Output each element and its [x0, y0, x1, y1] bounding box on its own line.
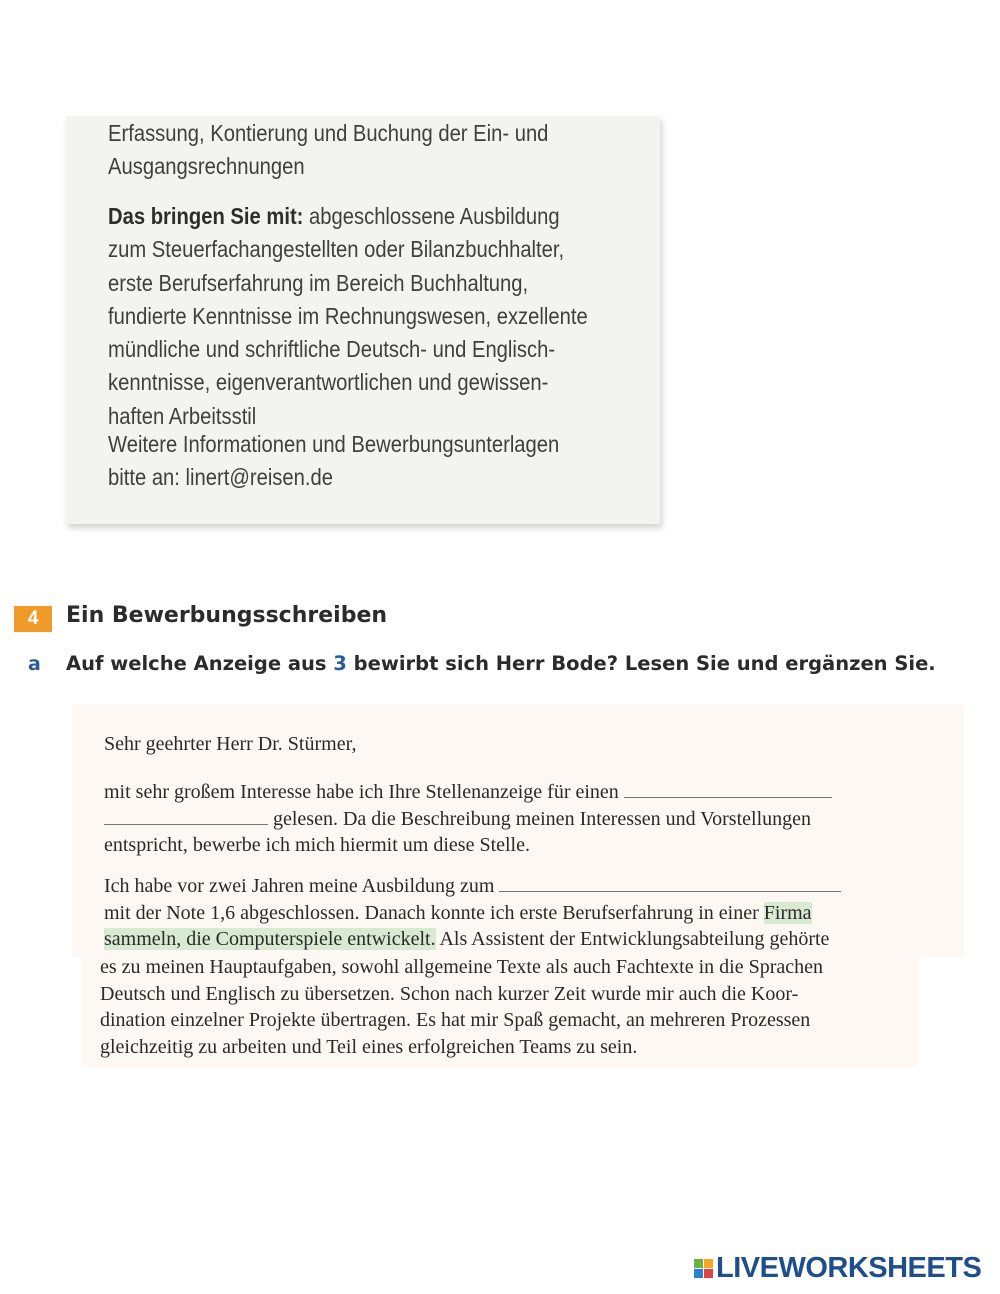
answer-blank-1[interactable]	[624, 781, 832, 798]
letter-paragraph-2: Ich habe vor zwei Jahren meine Ausbildung zum mit der Note 1,6 abgeschlossen. Danach konnte ich erste Berufserfahrung in einer Firma sammeln, die Computerspiele entwickelt. Als Assistent der Entwicklungsabteilung gehörte	[104, 873, 841, 953]
ad-line: zum Steuerfachangestellten oder Bilanzbuchhalter,	[108, 236, 565, 263]
exercise-reference: 3	[333, 652, 347, 675]
answer-blank-1-continued[interactable]	[104, 808, 268, 825]
letter-paragraph-1: mit sehr großem Interesse habe ich Ihre Stellenanzeige für einen gelesen. Da die Beschreibung meinen Interessen und Vorstellungen entspricht, bewerbe ich mich hiermit um diese Stelle.	[104, 779, 832, 859]
liveworksheets-logo-text: LIVEWORKSHEETS	[716, 1252, 982, 1284]
highlighted-text: Firma	[763, 901, 812, 924]
job-ad-requirements	[108, 200, 588, 433]
ad-line: kenntnisse, eigenverantwortlichen und gewissen-	[108, 369, 549, 396]
job-ad-contact	[108, 428, 572, 495]
ad-line: erste Berufserfahrung im Bereich Buchhaltung,	[108, 269, 529, 296]
letter-salutation: Sehr geehrter Herr Dr. Stürmer,	[104, 733, 357, 755]
ad-line: mündliche und schriftliche Deutsch- und Englisch-	[108, 336, 556, 363]
answer-blank-2[interactable]	[499, 875, 841, 892]
ad-line: Erfassung, Kontierung und Buchung der Ein- und	[108, 120, 549, 146]
ad-line: fundierte Kenntnisse im Rechnungswesen, exzellente	[108, 302, 588, 329]
liveworksheets-logo[interactable]	[694, 1252, 981, 1285]
exercise-title: Ein Bewerbungsschreiben	[66, 603, 388, 628]
highlighted-text: sammeln, die Computerspiele entwickelt.	[104, 928, 436, 951]
job-ad-duties	[108, 117, 572, 184]
ad-line: haften Arbeitsstil	[108, 402, 257, 429]
letter-paragraph-2-continued: es zu meinen Hauptaufgaben, sowohl allgemeine Texte als auch Fachtexte in die Sprachen Deutsch und Englisch zu übersetzen. Schon nach kurzer Zeit wurde mir auch die Koor- dination einzelner Projekte übertragen. Es hat mir Spaß gemacht, an mehreren Prozessen gleichzeitig zu arbeiten und Teil eines erfolgreichen Teams zu sein.	[100, 956, 823, 1058]
exercise-instruction: Auf welche Anzeige aus 3 bewirbt sich Herr Bode? Lesen Sie und ergänzen Sie.	[66, 652, 936, 675]
ad-line: bitte an: linert@reisen.de	[108, 464, 333, 491]
ad-line: abgeschlossene Ausbildung	[303, 203, 560, 229]
exercise-sub-letter: a	[28, 653, 41, 675]
liveworksheets-icon	[694, 1259, 713, 1278]
requirements-label: Das bringen Sie mit:	[108, 203, 304, 229]
exercise-number-badge: 4	[14, 606, 52, 632]
ad-line: Ausgangsrechnungen	[108, 153, 305, 180]
ad-line: Weitere Informationen und Bewerbungsunterlagen	[108, 431, 560, 457]
